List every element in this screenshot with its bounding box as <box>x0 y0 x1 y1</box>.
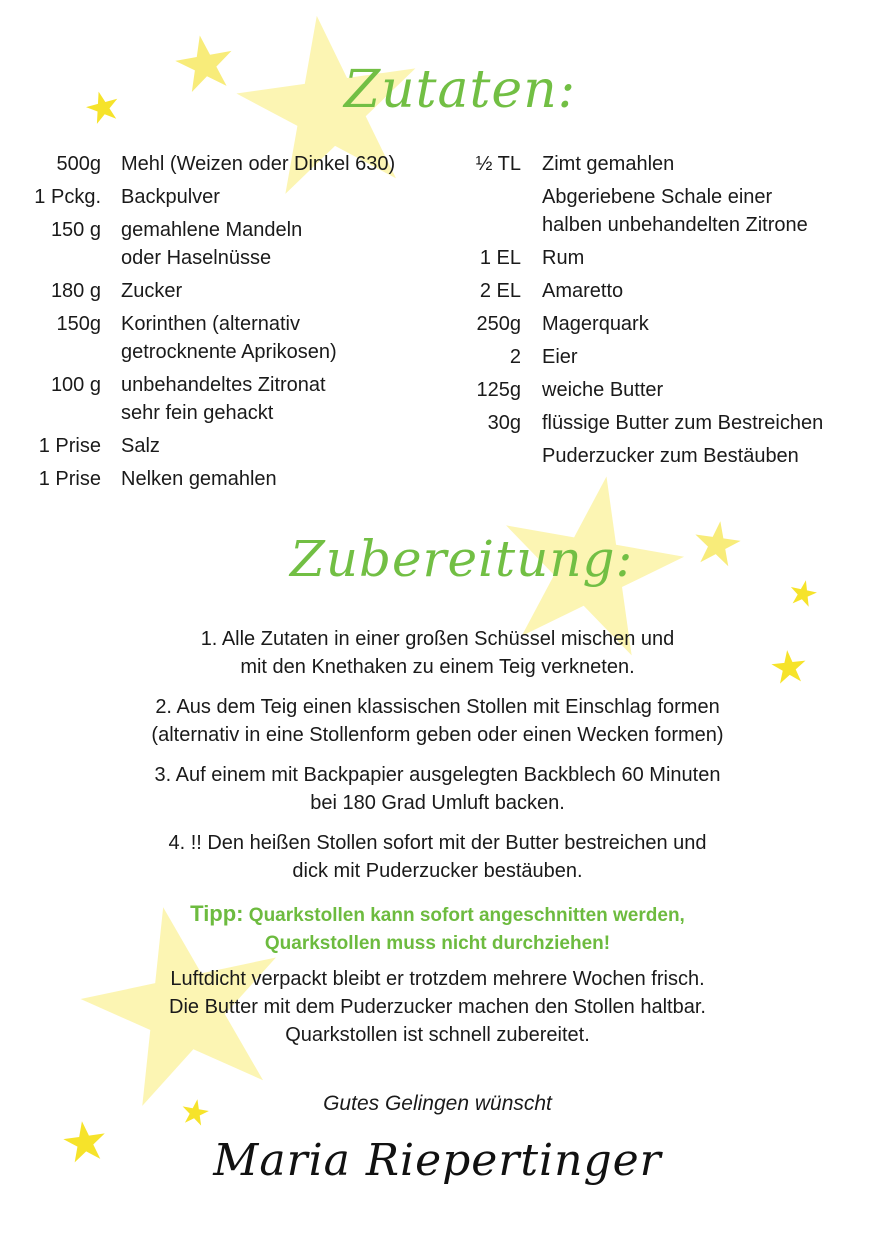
ingredient-name <box>121 277 431 305</box>
ingredient-row <box>0 183 440 211</box>
ingredient-name-line: Backpulver <box>121 186 220 208</box>
ingredient-name <box>121 310 431 366</box>
ingredient-name <box>542 376 862 404</box>
ingredient-name <box>542 409 862 437</box>
ingredient-row <box>440 409 870 437</box>
preparation-step-line: mit den Knethaken zu einem Teig verkneten. <box>240 656 635 678</box>
ingredient-name-line: Rum <box>542 247 585 269</box>
ingredient-name <box>121 432 431 460</box>
ingredient-quantity: 1 Pckg. <box>34 186 101 208</box>
ingredient-quantity <box>440 442 521 470</box>
ingredient-row <box>0 216 440 272</box>
ingredient-name <box>542 442 862 470</box>
ingredient-name <box>542 343 862 371</box>
ingredient-row <box>0 310 440 366</box>
ingredient-name-line: Zimt gemahlen <box>542 153 675 175</box>
preparation-step-line: 2. Aus dem Teig einen klassischen Stollen mit Einschlag formen <box>155 696 720 718</box>
ingredient-row <box>440 343 870 371</box>
ingredients-list-right <box>440 150 870 475</box>
ingredient-name <box>121 216 431 272</box>
ingredient-name-line: flüssige Butter zum Bestreichen <box>542 412 824 434</box>
ingredient-row <box>0 465 440 493</box>
note-line: Quarkstollen ist schnell zubereitet. <box>285 1024 590 1046</box>
ingredient-quantity: 1 Prise <box>38 468 101 490</box>
preparation-step-line: 1. Alle Zutaten in einer großen Schüssel mischen und <box>200 628 675 650</box>
ingredient-name-line: weiche Butter <box>542 379 664 401</box>
ingredients-list-left <box>0 150 440 498</box>
ingredient-quantity: 150g <box>56 313 101 335</box>
ingredient-name-line: Magerquark <box>542 313 649 335</box>
ingredient-name <box>121 150 431 178</box>
preparation-step <box>100 829 775 885</box>
ingredient-name-line: getrocknente Aprikosen) <box>121 341 337 363</box>
ingredients-heading: Zutaten: <box>344 60 577 120</box>
ingredient-name-line: sehr fein gehackt <box>121 402 274 424</box>
preparation-step <box>100 761 775 817</box>
ingredient-quantity: 250g <box>476 313 521 335</box>
preparation-step-line: bei 180 Grad Umluft backen. <box>310 792 565 814</box>
ingredient-name-line: Mehl (Weizen oder Dinkel 630) <box>121 153 396 175</box>
ingredient-name-line: halben unbehandelten Zitrone <box>542 214 808 236</box>
ingredient-quantity: 150 g <box>50 219 101 241</box>
ingredient-quantity: 180 g <box>50 280 101 302</box>
ingredient-name-line: Puderzucker zum Bestäuben <box>542 445 799 467</box>
ingredient-name <box>121 465 431 493</box>
ingredient-name-line: oder Haselnüsse <box>121 247 272 269</box>
tip-text-line-1: Quarkstollen kann sofort angeschnitten werden, <box>248 905 685 926</box>
preparation-step-line: (alternativ in eine Stollenform geben oder einen Wecken formen) <box>151 724 724 746</box>
preparation-step-line: dick mit Puderzucker bestäuben. <box>292 860 583 882</box>
ingredient-name-line: Eier <box>542 346 578 368</box>
ingredient-quantity <box>440 183 521 239</box>
ingredient-quantity: 2 EL <box>479 280 521 302</box>
note-line: Die Butter mit dem Puderzucker machen den Stollen haltbar. <box>169 996 706 1018</box>
tip-box <box>100 900 775 958</box>
ingredient-row <box>0 371 440 427</box>
ingredient-name <box>542 244 862 272</box>
ingredient-row <box>440 277 870 305</box>
ingredient-name <box>542 310 862 338</box>
tip-text-line-2: Quarkstollen muss nicht durchziehen! <box>264 933 611 954</box>
ingredient-name-line: unbehandeltes Zitronat <box>121 374 326 396</box>
ingredient-name <box>542 277 862 305</box>
closing-text: Gutes Gelingen wünscht <box>323 1092 552 1115</box>
ingredient-name-line: Zucker <box>121 280 183 302</box>
ingredient-row <box>440 183 870 239</box>
preparation-step-line: 4. !! Den heißen Stollen sofort mit der Butter bestreichen und <box>168 832 707 854</box>
ingredient-name-line: Nelken gemahlen <box>121 468 277 490</box>
ingredient-name-line: Korinthen (alternativ <box>121 313 300 335</box>
ingredient-quantity: 100 g <box>50 374 101 396</box>
ingredient-quantity: ½ TL <box>475 153 521 175</box>
ingredient-quantity: 30g <box>487 412 521 434</box>
preparation-step <box>100 625 775 681</box>
ingredient-name-line: Amaretto <box>542 280 624 302</box>
ingredient-row <box>440 442 870 470</box>
ingredient-row <box>440 150 870 178</box>
ingredient-quantity: 500g <box>56 153 101 175</box>
ingredient-name <box>542 183 862 239</box>
ingredient-name-line: gemahlene Mandeln <box>121 219 303 241</box>
signature: Maria Riepertinger <box>213 1135 662 1186</box>
ingredient-name <box>121 371 431 427</box>
ingredient-name <box>542 150 862 178</box>
ingredient-row <box>0 277 440 305</box>
ingredient-row <box>440 310 870 338</box>
preparation-heading: Zubereitung: <box>290 530 634 588</box>
ingredient-row <box>0 150 440 178</box>
ingredient-row <box>0 432 440 460</box>
ingredient-name-line: Abgeriebene Schale einer <box>542 186 773 208</box>
preparation-steps <box>100 625 775 897</box>
ingredient-name-line: Salz <box>121 435 160 457</box>
ingredient-quantity: 125g <box>476 379 521 401</box>
tip-label: Tipp: <box>190 901 244 926</box>
ingredient-quantity: 2 <box>509 346 521 368</box>
preparation-step-line: 3. Auf einem mit Backpapier ausgelegten Backblech 60 Minuten <box>154 764 721 786</box>
ingredient-name <box>121 183 431 211</box>
ingredient-quantity: 1 Prise <box>38 435 101 457</box>
notes <box>100 965 775 1049</box>
ingredient-quantity: 1 EL <box>479 247 521 269</box>
ingredient-row <box>440 376 870 404</box>
ingredient-row <box>440 244 870 272</box>
note-line: Luftdicht verpackt bleibt er trotzdem mehrere Wochen frisch. <box>170 968 705 990</box>
preparation-step <box>100 693 775 749</box>
